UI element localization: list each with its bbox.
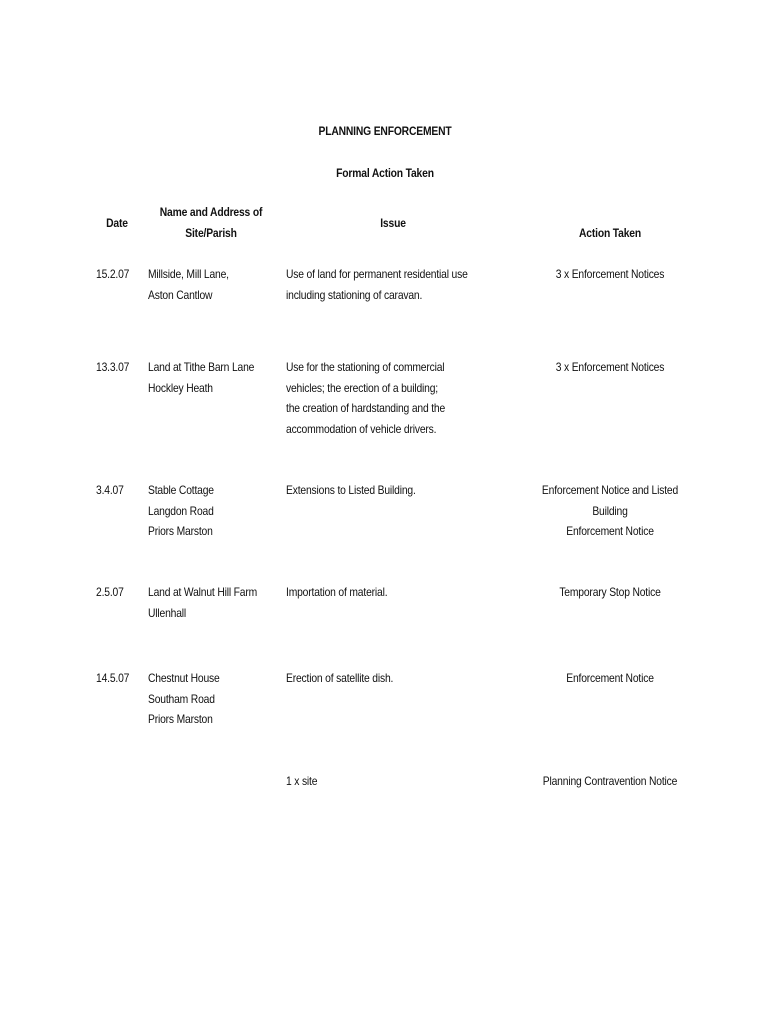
row-1-date: 15.2.07 [96, 267, 130, 281]
row-2-site: Land at Tithe Barn Lane Hockley Heath [148, 360, 255, 395]
document-title: PLANNING ENFORCEMENT [318, 124, 452, 138]
row-3-issue: Extensions to Listed Building. [286, 483, 416, 497]
column-header-date: Date [106, 216, 128, 230]
row-1-site: Millside, Mill Lane, Aston Cantlow [148, 267, 229, 302]
row-4-site: Land at Walnut Hill Farm Ullenhall [148, 585, 258, 620]
row-1-action: 3 x Enforcement Notices [555, 267, 665, 281]
row-5-action: Enforcement Notice [566, 671, 654, 685]
row-6-action: Planning Contravention Notice [542, 774, 678, 788]
document-subtitle: Formal Action Taken [336, 166, 434, 180]
row-2-action: 3 x Enforcement Notices [555, 360, 665, 374]
row-5-date: 14.5.07 [96, 671, 130, 685]
column-header-name-address: Name and Address of Site/Parish [159, 205, 263, 240]
row-6-issue: 1 x site [286, 774, 318, 788]
row-5-site: Chestnut House Southam Road Priors Marston [148, 671, 220, 726]
row-2-issue: Use for the stationing of commercial vehicles; the erection of a building; the creation of hardstanding and the accommodation of vehicle drivers. [286, 360, 446, 436]
row-4-date: 2.5.07 [96, 585, 124, 599]
column-header-action-taken: Action Taken [579, 226, 641, 240]
row-3-date: 3.4.07 [96, 483, 124, 497]
row-4-issue: Importation of material. [286, 585, 388, 599]
row-3-action: Enforcement Notice and Listed Building Enforcement Notice [541, 483, 679, 538]
row-1-issue: Use of land for permanent residential use including stationing of caravan. [286, 267, 468, 302]
row-2-date: 13.3.07 [96, 360, 130, 374]
column-header-issue: Issue [380, 216, 406, 230]
row-5-issue: Erection of satellite dish. [286, 671, 394, 685]
row-4-action: Temporary Stop Notice [559, 585, 661, 599]
row-3-site: Stable Cottage Langdon Road Priors Marston [148, 483, 214, 538]
